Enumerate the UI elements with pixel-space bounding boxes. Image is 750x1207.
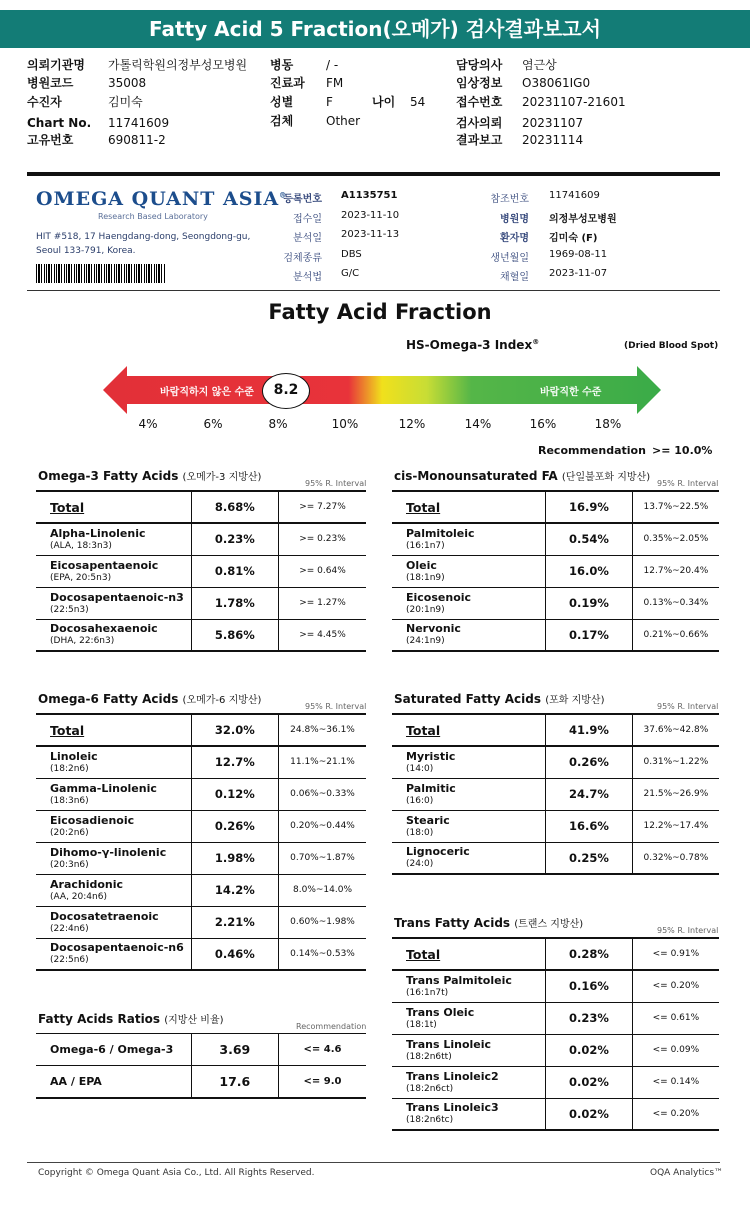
lab-field-label: 참조번호	[490, 194, 529, 205]
lab-field-label: 병원명	[500, 214, 529, 225]
table-row	[392, 1098, 719, 1130]
total-row	[392, 491, 719, 523]
patient-info-value: 20231114	[522, 133, 584, 147]
reference-interval: 8.0%~14.0%	[279, 874, 366, 906]
fatty-acid-name	[392, 778, 546, 810]
table-row	[36, 938, 366, 970]
acid-name: AA / EPA	[50, 1074, 102, 1088]
fatty-acid-name	[36, 1066, 191, 1098]
result-value: 0.16%	[546, 970, 633, 1002]
acid-notation: (DHA, 22:6n3)	[50, 636, 115, 647]
fatty-acid-name	[36, 555, 191, 587]
reference-interval: <= 0.91%	[632, 938, 719, 970]
result-value: 24.7%	[546, 778, 633, 810]
acid-notation: (ALA, 18:3n3)	[50, 540, 112, 551]
saturated-table	[392, 713, 719, 875]
result-value: 0.12%	[191, 778, 278, 810]
acid-notation: (18:1t)	[406, 1019, 437, 1030]
total-label: Total	[406, 722, 441, 738]
fatty-acid-name	[392, 970, 546, 1002]
footer-brand: OQA Analytics™	[650, 1168, 724, 1178]
acid-name: Myristic	[406, 749, 456, 763]
ri-header: 95% R. Interval	[657, 702, 719, 711]
ri-header: 95% R. Interval	[305, 479, 367, 488]
acid-notation: (18:0)	[406, 827, 434, 838]
table-row	[36, 555, 366, 587]
result-value: 0.02%	[546, 1034, 633, 1066]
fatty-acid-name	[36, 746, 191, 778]
table-row	[36, 1034, 366, 1066]
ri-header: 95% R. Interval	[305, 702, 367, 711]
reference-interval: 24.8%~36.1%	[279, 714, 366, 746]
acid-name: Trans Linoleic3	[406, 1101, 499, 1115]
acid-name: Gamma-Linolenic	[50, 781, 157, 795]
recommendation-label: Recommendation	[538, 444, 646, 457]
table-row	[392, 970, 719, 1002]
patient-info-value: / -	[326, 58, 339, 72]
result-value: 12.7%	[191, 746, 278, 778]
reference-interval: 0.21%~0.66%	[632, 619, 719, 651]
omega3-table	[36, 490, 366, 652]
result-value: 0.23%	[546, 1002, 633, 1034]
acid-notation: (20:2n6)	[50, 827, 89, 838]
fatty-acid-name	[392, 842, 546, 874]
result-value: 0.54%	[546, 523, 633, 555]
table-row	[392, 619, 719, 651]
acid-name: Docosatetraenoic	[50, 909, 159, 923]
scale-label-high: 바람직한 수준	[540, 387, 602, 398]
fatty-acid-name	[392, 1098, 546, 1130]
patient-info-value: 20231107	[522, 116, 584, 130]
lab-field-label: 분석법	[293, 272, 322, 283]
patient-info-value: F	[326, 95, 333, 109]
reference-interval: 0.06%~0.33%	[279, 778, 366, 810]
reference-interval: 11.1%~21.1%	[279, 746, 366, 778]
acid-notation: (18:3n6)	[50, 795, 89, 806]
reference-interval: <= 0.20%	[632, 1098, 719, 1130]
ri-header: 95% R. Interval	[657, 479, 719, 488]
fatty-acid-name	[392, 938, 546, 970]
reference-interval: <= 0.20%	[632, 970, 719, 1002]
total-row	[36, 491, 366, 523]
acid-name: Trans Linoleic2	[406, 1069, 499, 1083]
fatty-acid-name	[392, 619, 546, 651]
patient-info-label: 성별	[270, 95, 294, 109]
reference-interval: 0.70%~1.87%	[279, 842, 366, 874]
mufa-table	[392, 490, 719, 652]
divider	[27, 290, 720, 291]
reference-interval: 0.32%~0.78%	[632, 842, 719, 874]
result-value: 16.6%	[546, 810, 633, 842]
patient-info-label: 수진자	[27, 95, 62, 109]
divider	[27, 1162, 720, 1163]
acid-notation: (22:5n3)	[50, 604, 89, 615]
index-title: HS-Omega-3 Index®	[406, 338, 540, 352]
total-label: Total	[50, 722, 85, 738]
lab-field-value: 2023-11-07	[549, 268, 608, 279]
reference-interval: 0.35%~2.05%	[632, 523, 719, 555]
fatty-acid-name	[36, 619, 191, 651]
reference-interval: >= 4.45%	[279, 619, 366, 651]
table-row	[392, 555, 719, 587]
result-value: 2.21%	[191, 906, 278, 938]
table-row	[392, 1066, 719, 1098]
table-row	[392, 1034, 719, 1066]
table-row	[36, 874, 366, 906]
lab-field-value: 의정부성모병원	[549, 214, 617, 225]
acid-name: Eicosapentaenoic	[50, 558, 159, 572]
lab-address-line: HIT #518, 17 Haengdang-dong, Seongdong-gu,	[36, 232, 251, 242]
result-value: 32.0%	[191, 714, 278, 746]
reference-interval: >= 1.27%	[279, 587, 366, 619]
fatty-acid-name	[36, 491, 191, 523]
acid-notation: (AA, 20:4n6)	[50, 891, 107, 902]
barcode	[36, 264, 166, 283]
acid-notation: (24:0)	[406, 859, 434, 870]
table-row	[36, 778, 366, 810]
acid-name: Arachidonic	[50, 877, 124, 891]
lab-field-value: 2023-11-10	[341, 210, 400, 221]
fatty-acid-name	[36, 906, 191, 938]
total-row	[392, 714, 719, 746]
table-row	[392, 842, 719, 874]
patient-info-value: 11741609	[108, 116, 170, 130]
lab-logo: OMEGA QUANT ASIA®	[36, 188, 288, 210]
acid-name: Docosapentaenoic-n3	[50, 590, 184, 604]
result-value: 0.02%	[546, 1066, 633, 1098]
fatty-acid-name	[392, 491, 546, 523]
result-value: 0.26%	[191, 810, 278, 842]
result-value: 0.19%	[546, 587, 633, 619]
page-heading: Fatty Acid Fraction	[268, 300, 492, 324]
total-row	[36, 714, 366, 746]
acid-name: Trans Linoleic	[406, 1037, 492, 1051]
fatty-acid-name	[392, 523, 546, 555]
result-value: 0.46%	[191, 938, 278, 970]
result-value: 0.28%	[546, 938, 633, 970]
fatty-acid-name	[36, 810, 191, 842]
acid-notation: (18:2n6tt)	[406, 1051, 452, 1062]
total-label: Total	[406, 499, 441, 515]
lab-field-label: 생년월일	[490, 253, 529, 264]
reference-interval: 12.2%~17.4%	[632, 810, 719, 842]
acid-notation: (24:1n9)	[406, 636, 445, 647]
lab-field-label: 등록번호	[283, 194, 322, 205]
patient-info-label: 병동	[270, 58, 294, 72]
acid-notation: (16:0)	[406, 795, 434, 806]
lab-field-value: 1969-08-11	[549, 249, 608, 260]
lab-address-line: Seoul 133-791, Korea.	[36, 246, 136, 256]
acid-name: Alpha-Linolenic	[50, 526, 146, 540]
acid-notation: (18:2n6ct)	[406, 1083, 454, 1094]
result-value: 0.02%	[546, 1098, 633, 1130]
acid-name: Docosahexaenoic	[50, 622, 158, 636]
acid-name: Trans Palmitoleic	[406, 973, 512, 987]
fatty-acid-name	[392, 746, 546, 778]
reference-interval: <= 9.0	[279, 1066, 366, 1098]
scale-tick-label: 8%	[268, 417, 288, 431]
patient-info-value: FM	[326, 76, 344, 90]
fatty-acid-name	[36, 778, 191, 810]
section-title-trans: Trans Fatty Acids (트랜스 지방산)	[394, 916, 584, 930]
lab-field-value: DBS	[341, 249, 362, 260]
acid-name: Oleic	[406, 558, 437, 572]
report-title: Fatty Acid 5 Fraction(오메가) 검사결과보고서	[0, 10, 750, 48]
table-row	[36, 842, 366, 874]
reference-interval: 12.7%~20.4%	[632, 555, 719, 587]
reference-interval: <= 0.09%	[632, 1034, 719, 1066]
trans-table	[392, 937, 719, 1131]
patient-info-value: 가톨릭학원의정부성모병원	[108, 58, 248, 72]
lab-field-value: A1135751	[341, 190, 398, 201]
patient-info-label: 검체	[270, 114, 294, 128]
fatty-acid-name	[36, 587, 191, 619]
table-row	[36, 587, 366, 619]
patient-info-label: 결과보고	[456, 133, 503, 147]
reference-interval: 21.5%~26.9%	[632, 778, 719, 810]
patient-info-label: 고유번호	[27, 133, 74, 147]
table-row	[392, 1002, 719, 1034]
acid-notation: (18:2n6tc)	[406, 1115, 454, 1126]
reference-interval: 0.13%~0.34%	[632, 587, 719, 619]
fatty-acid-name	[36, 523, 191, 555]
lab-field-value: 11741609	[549, 190, 600, 201]
patient-info-label: 병원코드	[27, 76, 74, 90]
result-value: 1.98%	[191, 842, 278, 874]
lab-field-label: 분석일	[293, 233, 322, 244]
reference-interval: <= 0.14%	[632, 1066, 719, 1098]
patient-info-label: 임상정보	[456, 76, 503, 90]
lab-field-value: 2023-11-13	[341, 229, 400, 240]
fatty-acid-name	[392, 587, 546, 619]
reference-interval: >= 0.64%	[279, 555, 366, 587]
result-value: 0.25%	[546, 842, 633, 874]
index-value-marker: 8.2	[262, 373, 310, 409]
patient-info-label: Chart No.	[27, 116, 92, 130]
lab-tagline: Research Based Laboratory	[98, 212, 208, 221]
patient-info-value: 35008	[108, 76, 147, 90]
result-value: 3.69	[191, 1034, 278, 1066]
acid-notation: (16:1n7)	[406, 540, 445, 551]
acid-notation: (22:4n6)	[50, 923, 89, 934]
result-value: 8.68%	[191, 491, 278, 523]
reference-interval: <= 4.6	[279, 1034, 366, 1066]
ri-header: 95% R. Interval	[657, 926, 719, 935]
reference-interval: 0.14%~0.53%	[279, 938, 366, 970]
lab-field-label: 채혈일	[500, 272, 529, 283]
omega6-table	[36, 713, 366, 971]
acid-name: Palmitic	[406, 781, 456, 795]
patient-info-value: 김미숙	[108, 95, 143, 109]
acid-name: Linoleic	[50, 749, 98, 763]
section-title-saturated: Saturated Fatty Acids (포화 지방산)	[394, 692, 605, 706]
acid-name: Eicosenoic	[406, 590, 472, 604]
result-value: 0.23%	[191, 523, 278, 555]
table-row	[36, 523, 366, 555]
table-row	[392, 810, 719, 842]
table-row	[36, 810, 366, 842]
acid-name: Nervonic	[406, 622, 461, 636]
reference-interval: <= 0.61%	[632, 1002, 719, 1034]
patient-info-value: 20231107-21601	[522, 95, 626, 109]
fatty-acid-name	[392, 810, 546, 842]
scale-tick-label: 10%	[331, 417, 359, 431]
total-label: Total	[50, 499, 85, 515]
result-value: 16.9%	[546, 491, 633, 523]
fatty-acid-name	[392, 555, 546, 587]
scale-tick-label: 6%	[203, 417, 223, 431]
reference-interval: 0.20%~0.44%	[279, 810, 366, 842]
acid-notation: (18:1n9)	[406, 572, 445, 583]
fatty-acid-name	[392, 1002, 546, 1034]
patient-info-label: 검사의뢰	[456, 116, 503, 130]
section-title-mufa: cis-Monounsaturated FA (단일불포화 지방산)	[394, 469, 651, 483]
acid-notation: (20:3n6)	[50, 859, 89, 870]
table-row	[36, 619, 366, 651]
scale-tick-label: 16%	[529, 417, 557, 431]
lab-field-label: 접수일	[293, 214, 322, 225]
patient-info-value: 690811-2	[108, 133, 166, 147]
table-row	[36, 746, 366, 778]
reference-interval: >= 0.23%	[279, 523, 366, 555]
scale-tick-label: 14%	[464, 417, 492, 431]
reference-interval: 0.60%~1.98%	[279, 906, 366, 938]
fatty-acid-name	[392, 1034, 546, 1066]
lab-field-value: 김미숙 (F)	[549, 233, 598, 244]
result-value: 0.81%	[191, 555, 278, 587]
fatty-acid-name	[392, 714, 546, 746]
acid-notation: (14:0)	[406, 763, 434, 774]
result-value: 5.86%	[191, 619, 278, 651]
scale-tick-label: 12%	[398, 417, 426, 431]
patient-info-value: 54	[410, 95, 426, 109]
acid-name: Omega-6 / Omega-3	[50, 1043, 174, 1056]
specimen-note: (Dried Blood Spot)	[624, 341, 719, 351]
table-row	[392, 523, 719, 555]
lab-field-label: 검체종류	[283, 253, 322, 264]
ri-header: Recommendation	[296, 1022, 367, 1031]
acid-name: Docosapentaenoic-n6	[50, 941, 184, 955]
fatty-acid-name	[36, 714, 191, 746]
table-row	[392, 778, 719, 810]
scale-label-low: 바람직하지 않은 수준	[160, 387, 254, 398]
patient-info-label: 의뢰기관명	[27, 58, 85, 72]
section-title-ratios: Fatty Acids Ratios (지방산 비율)	[38, 1012, 224, 1026]
scale-tick-label: 4%	[138, 417, 158, 431]
total-label: Total	[406, 946, 441, 962]
table-row	[392, 587, 719, 619]
acid-notation: (18:2n6)	[50, 763, 89, 774]
reference-interval: >= 7.27%	[279, 491, 366, 523]
reference-interval: 13.7%~22.5%	[632, 491, 719, 523]
lab-field-label: 환자명	[500, 233, 529, 244]
acid-notation: (16:1n7t)	[406, 987, 449, 998]
acid-notation: (EPA, 20:5n3)	[50, 572, 112, 583]
result-value: 17.6	[191, 1066, 278, 1098]
table-row	[36, 906, 366, 938]
total-row	[392, 938, 719, 970]
acid-notation: (22:5n6)	[50, 955, 89, 966]
patient-info-label: 접수번호	[456, 95, 503, 109]
result-value: 41.9%	[546, 714, 633, 746]
fatty-acid-name	[36, 842, 191, 874]
result-value: 1.78%	[191, 587, 278, 619]
patient-info-label: 나이	[372, 95, 396, 109]
acid-name: Stearic	[406, 813, 450, 827]
lab-field-value: G/C	[341, 268, 360, 279]
fatty-acid-name	[36, 874, 191, 906]
reference-interval: 0.31%~1.22%	[632, 746, 719, 778]
acid-notation: (20:1n9)	[406, 604, 445, 615]
result-value: 0.26%	[546, 746, 633, 778]
acid-name: Dihomo-γ-linolenic	[50, 845, 167, 859]
table-row	[392, 746, 719, 778]
divider	[27, 172, 720, 176]
fatty-acid-name	[36, 938, 191, 970]
patient-info-value: Other	[326, 114, 361, 128]
result-value: 14.2%	[191, 874, 278, 906]
result-value: 16.0%	[546, 555, 633, 587]
acid-name: Lignoceric	[406, 845, 470, 859]
patient-info-label: 진료과	[270, 76, 305, 90]
acid-name: Trans Oleic	[406, 1005, 475, 1019]
section-title-omega6: Omega-6 Fatty Acids (오메가-6 지방산)	[38, 692, 262, 706]
copyright: Copyright © Omega Quant Asia Co., Ltd. All Rights Reserved.	[38, 1168, 315, 1178]
recommendation-value: >= 10.0%	[652, 444, 713, 457]
result-value: 0.17%	[546, 619, 633, 651]
patient-info-value: 염근상	[522, 58, 557, 72]
acid-name: Palmitoleic	[406, 526, 475, 540]
fatty-acid-name	[392, 1066, 546, 1098]
section-title-omega3: Omega-3 Fatty Acids (오메가-3 지방산)	[38, 469, 262, 483]
reference-interval: 37.6%~42.8%	[632, 714, 719, 746]
fatty-acid-name	[36, 1034, 191, 1066]
patient-info-value: O38061IG0	[522, 76, 591, 90]
table-row	[36, 1066, 366, 1098]
ratios-table	[36, 1033, 366, 1099]
acid-name: Eicosadienoic	[50, 813, 135, 827]
scale-tick-label: 18%	[594, 417, 622, 431]
patient-info-label: 담당의사	[456, 58, 503, 72]
